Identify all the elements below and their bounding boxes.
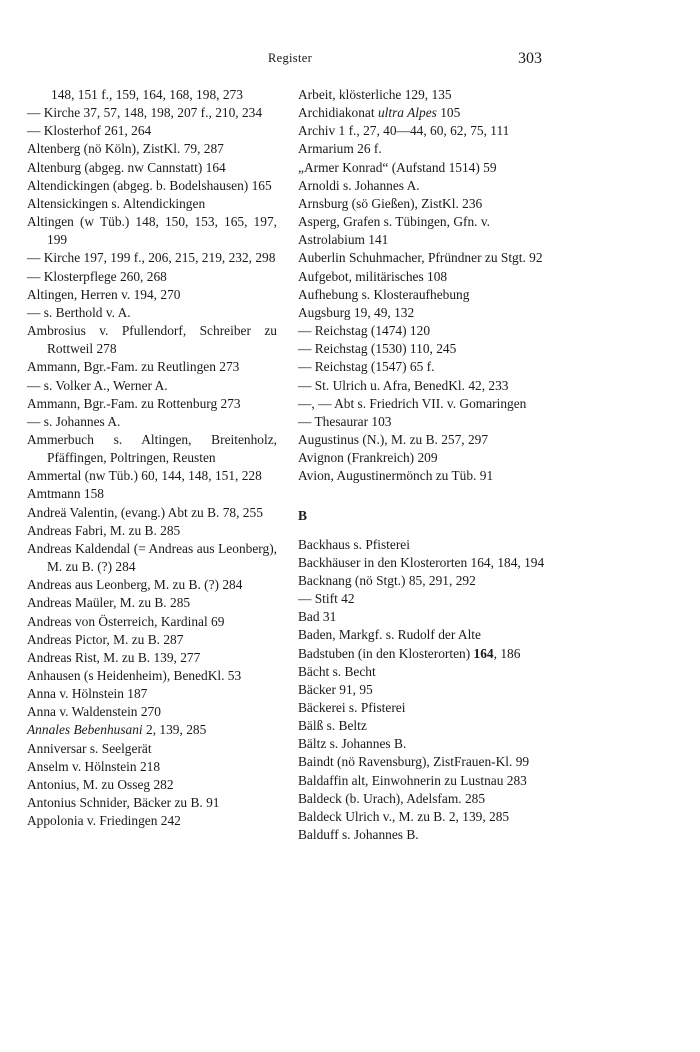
index-entry: Baden, Markgf. s. Rudolf der Alte (298, 627, 481, 643)
index-entry: — s. Berthold v. A. (27, 304, 131, 320)
index-entry: — Klosterpflege 260, 268 (27, 268, 167, 284)
index-entry: — St. Ulrich u. Afra, BenedKl. 42, 233 (298, 377, 509, 393)
index-entry: Asperg, Grafen s. Tübingen, Gfn. v. (298, 214, 491, 230)
index-entry: Anna v. Hölnstein 187 (27, 686, 148, 702)
index-entry: Balduff s. Johannes B. (298, 827, 419, 843)
index-entry: Altensickingen s. Altendickingen (27, 195, 206, 211)
index-entry: Archidiakonat ultra Alpes 105 (298, 105, 461, 121)
index-entry: Altenburg (abgeg. nw Cannstatt) 164 (27, 159, 226, 175)
index-entry: —, — Abt s. Friedrich VII. v. Gomaringen (298, 395, 527, 411)
index-entry: Bächt s. Becht (298, 663, 376, 679)
index-entry: 148, 151 f., 159, 164, 168, 198, 273 (51, 87, 243, 102)
index-entry: Baldeck Ulrich v., M. zu B. 2, 139, 285 (298, 808, 510, 824)
index-entry: Ammann, Bgr.-Fam. zu Reutlingen 273 (27, 359, 240, 375)
section-letter-heading: B (298, 508, 308, 524)
index-entry: — Kirche 37, 57, 148, 198, 207 f., 210, 234 (27, 105, 263, 121)
index-entry: Bad 31 (298, 609, 337, 625)
index-entry: Anniversar s. Seelgerät (27, 740, 152, 756)
index-entry: Amtmann 158 (27, 486, 104, 502)
index-entry: Altenberg (nö Köln), ZistKl. 79, 287 (27, 141, 224, 157)
index-entry: — Reichstag (1474) 120 (298, 323, 431, 339)
index-entry: Bältz s. Johannes B. (298, 736, 407, 752)
index-entry: Arnsburg (sö Gießen), ZistKl. 236 (298, 195, 483, 211)
index-entry: Antonius Schnider, Bäcker zu B. 91 (27, 795, 220, 811)
index-entry: Archiv 1 f., 27, 40—44, 60, 62, 75, 111 (298, 123, 510, 139)
index-entry: Ammann, Bgr.-Fam. zu Rottenburg 273 (27, 395, 241, 411)
index-entry: Arnoldi s. Johannes A. (298, 177, 420, 193)
index-entry: Ammertal (nw Tüb.) 60, 144, 148, 151, 228 (27, 468, 262, 484)
index-column-left (27, 86, 277, 830)
index-entry: Anhausen (s Heidenheim), BenedKl. 53 (27, 668, 242, 683)
index-entry: Anna v. Waldenstein 270 (27, 704, 161, 720)
index-entry: Appolonia v. Friedingen 242 (27, 813, 181, 829)
index-entry: Baldeck (b. Urach), Adelsfam. 285 (298, 790, 486, 806)
index-entry: Ambrosius v. Pfullendorf, Schreiber zu Rottweil 278 (27, 323, 277, 357)
index-entry: — s. Volker A., Werner A. (27, 377, 168, 393)
index-entry: Andreä Valentin, (evang.) Abt zu B. 78, 255 (27, 504, 263, 520)
index-entry: — Klosterhof 261, 264 (27, 123, 152, 139)
index-entry: Armarium 26 f. (298, 141, 382, 157)
index-entry: Aufgebot, militärisches 108 (298, 268, 448, 284)
index-entry: Arbeit, klösterliche 129, 135 (298, 87, 452, 102)
index-entry: — Kirche 197, 199 f., 206, 215, 219, 232, 298 (27, 250, 276, 266)
running-header-title: Register (267, 51, 313, 65)
index-entry: Backhäuser in den Klosterorten 164, 184, 194 (298, 554, 545, 570)
index-entry: Aufhebung s. Klosteraufhebung (298, 286, 470, 302)
index-entry: Ammerbuch s. Altingen, Breitenholz, Pfäffingen, Poltringen, Reusten (27, 431, 277, 466)
index-entry: Andreas von Österreich, Kardinal 69 (27, 613, 225, 629)
index-entry: — Thesaurar 103 (298, 413, 392, 429)
index-entry: Badstuben (in den Klosterorten) 164, 186 (298, 645, 521, 661)
index-entry: Andreas aus Leonberg, M. zu B. (?) 284 (27, 577, 243, 593)
index-entry: — Reichstag (1547) 65 f. (298, 359, 435, 375)
index-column-right (298, 86, 548, 844)
index-entry: Baldaffin alt, Einwohnerin zu Lustnau 283 (298, 772, 527, 788)
index-entry: Baindt (nö Ravensburg), ZistFrauen-Kl. 99 (298, 754, 530, 770)
index-entry: Andreas Kaldendal (= Andreas aus Leonberg), M. zu B. (?) 284 (27, 540, 277, 575)
index-entry: Avion, Augustinermönch zu Tüb. 91 (298, 468, 494, 484)
index-entry: Backnang (nö Stgt.) 85, 291, 292 (298, 572, 476, 588)
index-entry: Backhaus s. Pfisterei (298, 536, 410, 552)
index-entry: — Reichstag (1530) 110, 245 (298, 341, 457, 357)
index-entry: Bäckerei s. Pfisterei (298, 700, 406, 715)
index-entry: Altingen (w Tüb.) 148, 150, 153, 165, 197, 199 (27, 214, 277, 248)
index-entry: Andreas Pictor, M. zu B. 287 (27, 631, 184, 647)
page-number: 303 (518, 50, 542, 67)
index-entry: Altendickingen (abgeg. b. Bodelshausen) 165 (27, 177, 272, 193)
index-entry: — s. Johannes A. (27, 413, 121, 429)
index-entry: Augustinus (N.), M. zu B. 257, 297 (298, 431, 489, 447)
index-entry: Bälß s. Beltz (298, 718, 367, 734)
index-entry: Annales Bebenhusani 2, 139, 285 (27, 722, 207, 738)
index-entry: Altingen, Herren v. 194, 270 (27, 286, 181, 302)
index-entry: — Stift 42 (298, 591, 355, 607)
index-entry: Anselm v. Hölnstein 218 (27, 758, 161, 774)
index-entry: Avignon (Frankreich) 209 (298, 450, 438, 466)
index-entry: Antonius, M. zu Osseg 282 (27, 776, 174, 792)
index-entry: „Armer Konrad“ (Aufstand 1514) 59 (298, 159, 497, 175)
index-entry: Andreas Fabri, M. zu B. 285 (27, 522, 181, 538)
index-entry: Andreas Maüler, M. zu B. 285 (27, 595, 191, 611)
index-entry: Bäcker 91, 95 (298, 681, 373, 697)
index-entry: Andreas Rist, M. zu B. 139, 277 (27, 649, 201, 665)
index-entry: Astrolabium 141 (298, 232, 389, 248)
index-entry: Auberlin Schuhmacher, Pfründner zu Stgt. 92 (298, 250, 543, 266)
index-entry: Augsburg 19, 49, 132 (298, 304, 415, 320)
